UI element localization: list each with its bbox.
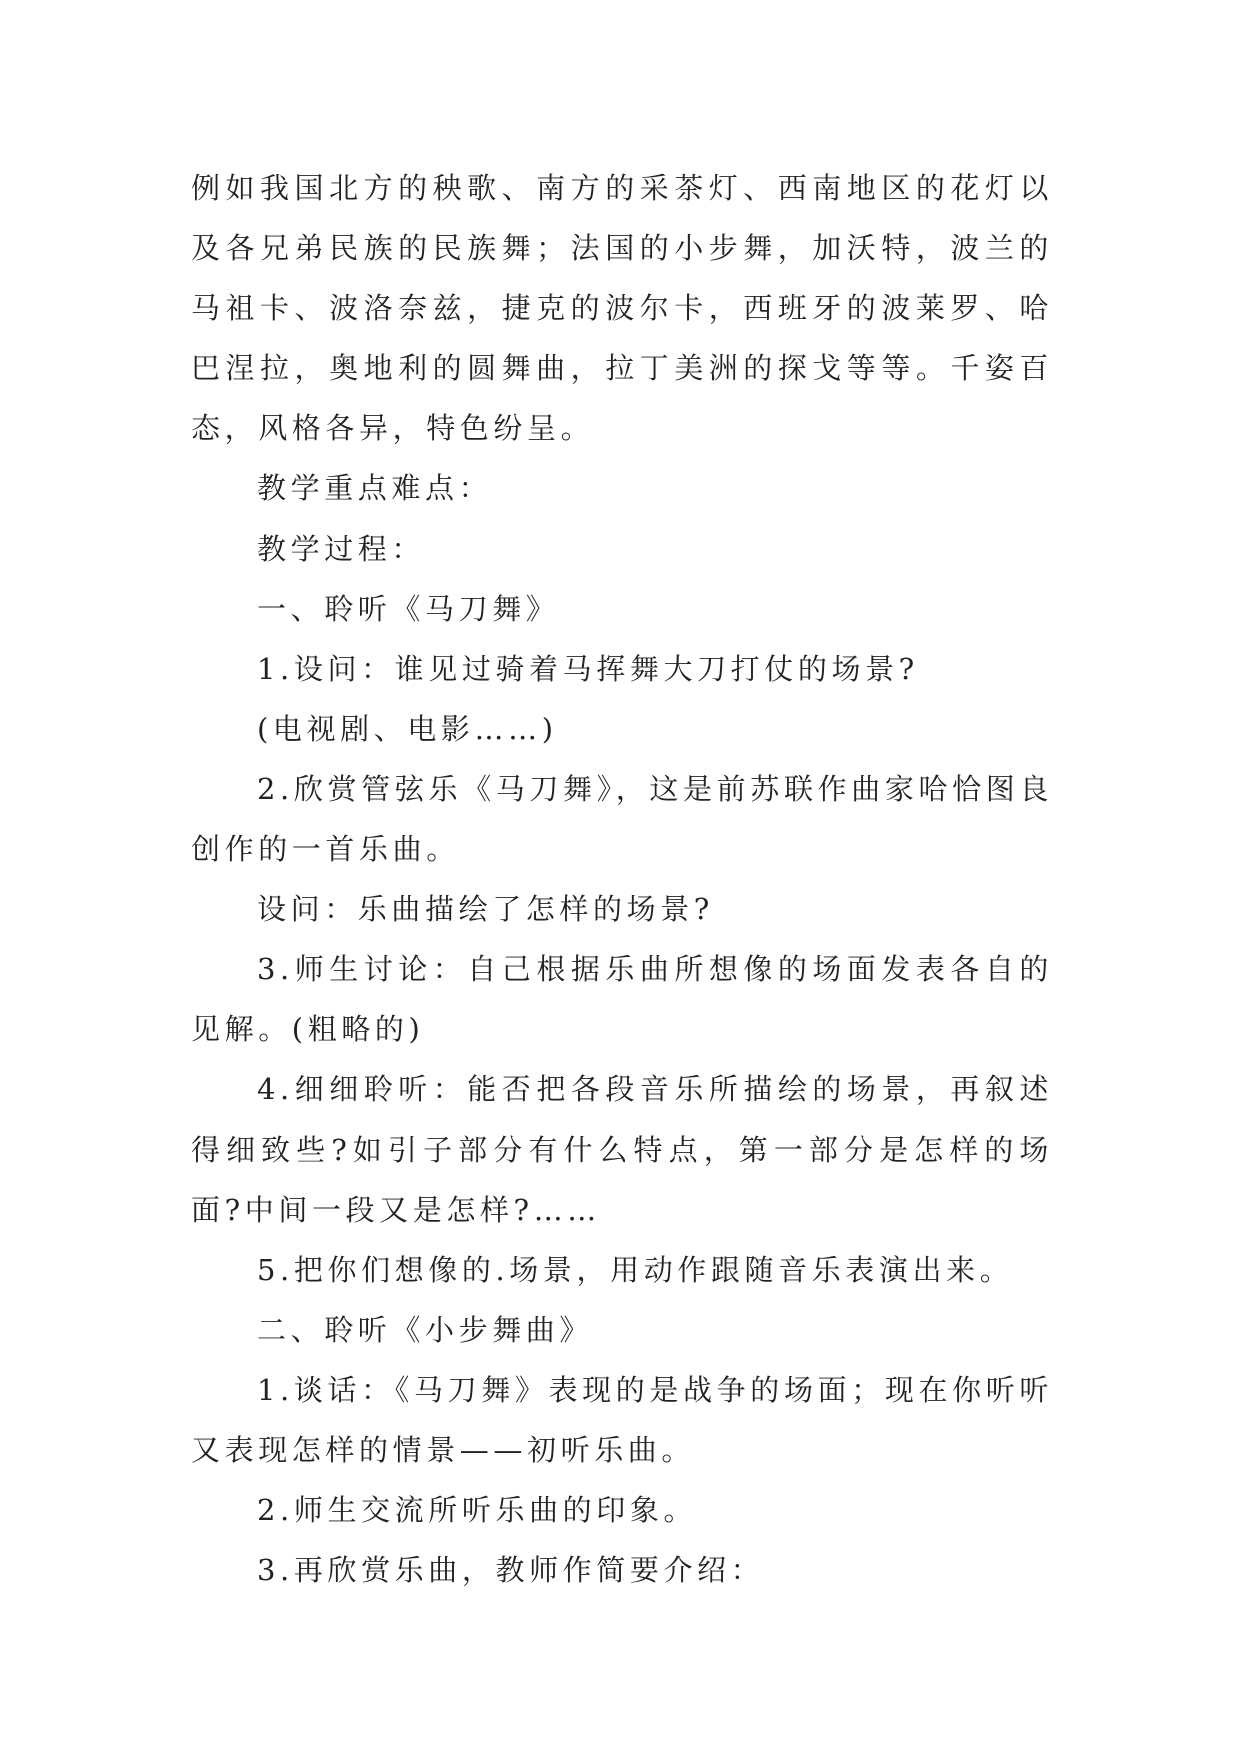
paragraph-step-2-2: 2.师生交流所听乐曲的印象。 bbox=[257, 1493, 698, 1528]
paragraph-step-1-4: 4.细细聆听：能否把各段音乐所描绘的场景，再叙述得细致些?如引子部分有什么特点，第一部分是怎样的场面?中间一段又是怎样?…… bbox=[191, 1072, 1053, 1227]
paragraph-dance-examples: 例如我国北方的秧歌、南方的采茶灯、西南地区的花灯以及各兄弟民族的民族舞；法国的小步舞，加沃特，波兰的马祖卡、波洛奈兹，捷克的波尔卡，西班牙的波莱罗、哈巴涅拉，奥地利的圆舞曲，拉丁美洲的探戈等等。千姿百态，风格各异，特色纷呈。 bbox=[191, 171, 1053, 446]
paragraph-step-1-3: 3.师生讨论：自己根据乐曲所想像的场面发表各自的见解。(粗略的) bbox=[191, 952, 1053, 1047]
paragraph-teaching-process: 教学过程： bbox=[257, 531, 426, 566]
paragraph-step-2-1: 1.谈话：《马刀舞》表现的是战争的场面；现在你听听又表现怎样的情景——初听乐曲。 bbox=[191, 1372, 1053, 1467]
paragraph-teaching-focus: 教学重点难点： bbox=[257, 471, 493, 506]
section-heading-1: 一、聆听《马刀舞》 bbox=[257, 591, 560, 626]
paragraph-step-1-2: 2.欣赏管弦乐《马刀舞》，这是前苏联作曲家哈恰图良创作的一首乐曲。 bbox=[191, 771, 1053, 867]
paragraph-step-1-1: 1.设问：谁见过骑着马挥舞大刀打仗的场景? bbox=[257, 651, 919, 686]
paragraph-step-1-5: 5.把你们想像的.场景，用动作跟随音乐表演出来。 bbox=[257, 1252, 1014, 1287]
paragraph-question: 设问：乐曲描绘了怎样的场景? bbox=[257, 892, 714, 927]
document-body bbox=[191, 158, 1053, 1600]
paragraph-answer-hint: (电视剧、电影……) bbox=[257, 711, 558, 746]
section-heading-2: 二、聆听《小步舞曲》 bbox=[257, 1312, 594, 1347]
paragraph-step-2-3: 3.再欣赏乐曲，教师作简要介绍： bbox=[257, 1553, 765, 1588]
